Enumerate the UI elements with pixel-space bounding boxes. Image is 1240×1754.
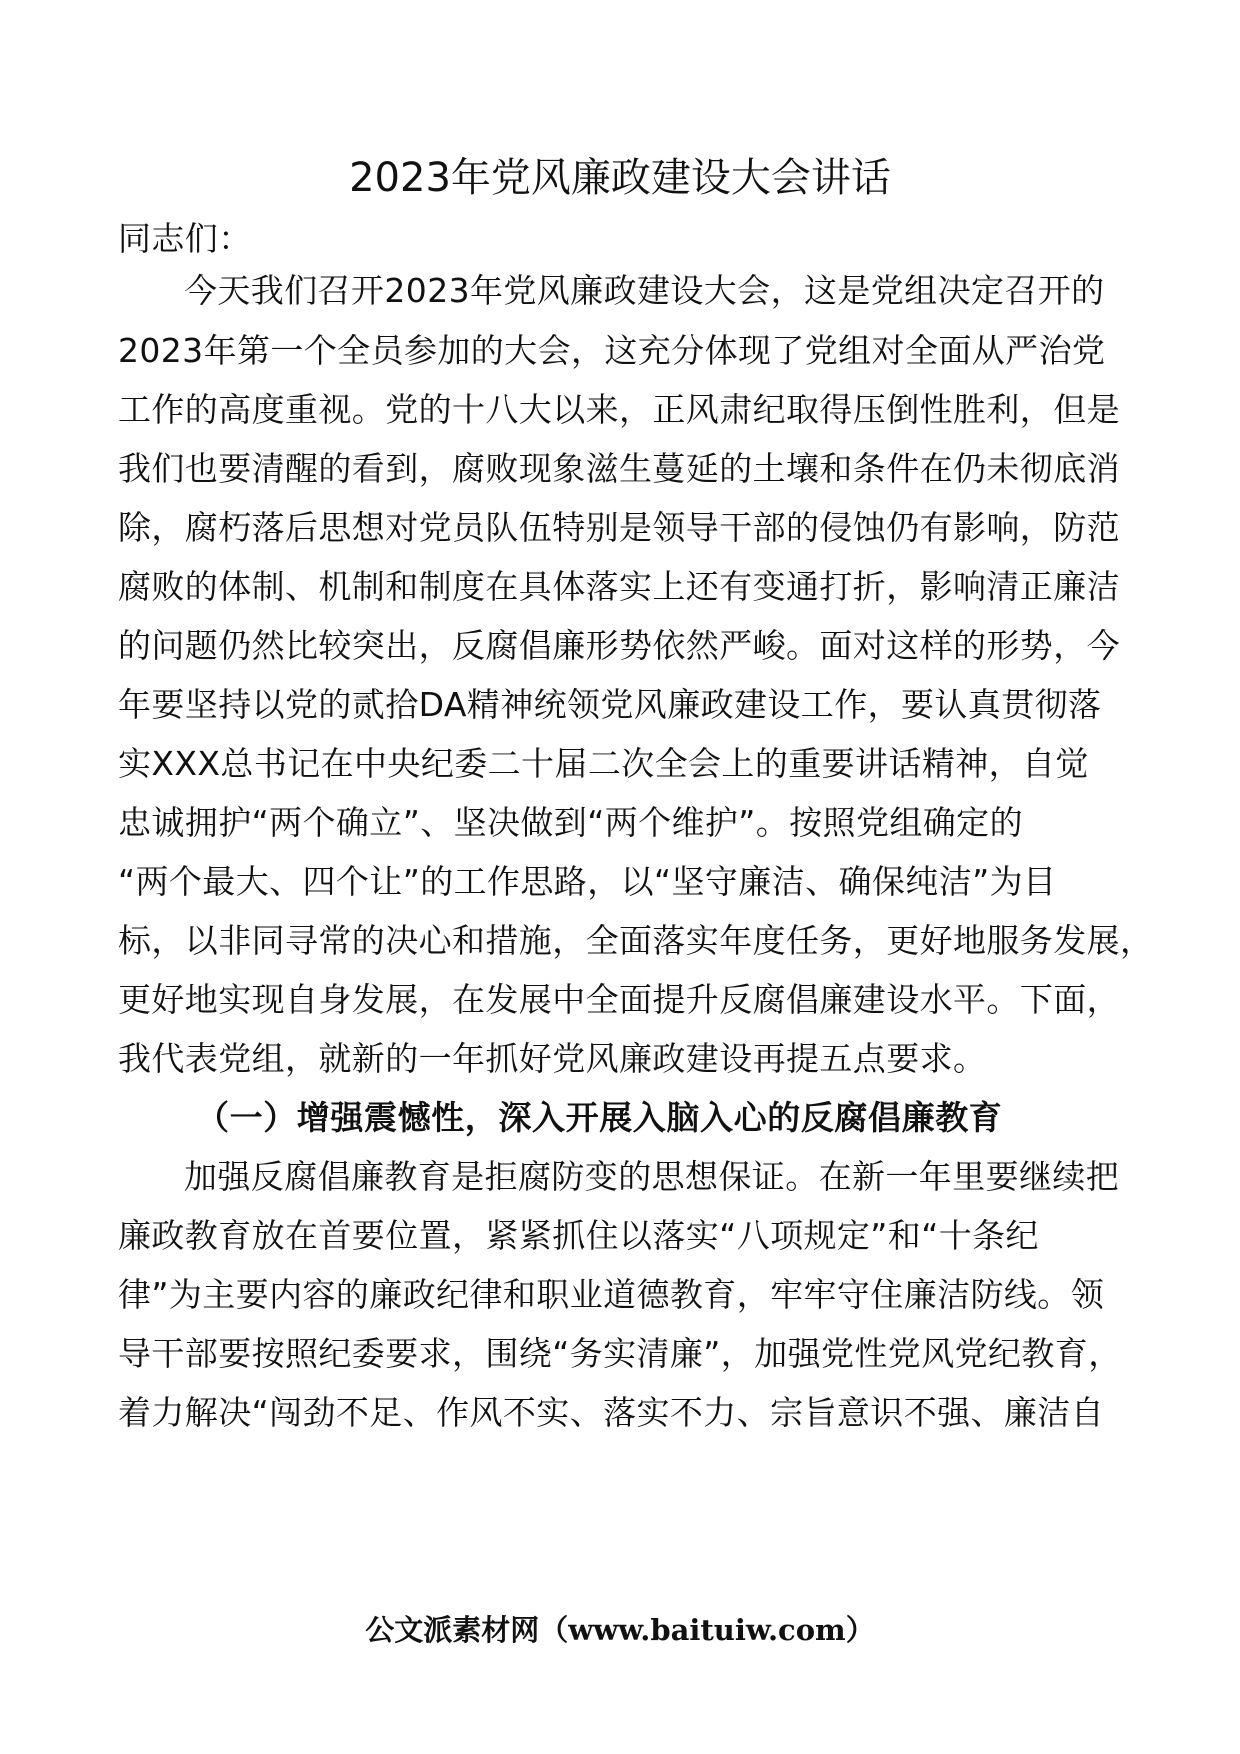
paragraph-line: 2023年第一个全员参加的大会，这充分体现了党组对全面从严治党 bbox=[118, 331, 1106, 370]
paragraph-line: 我们也要清醒的看到，腐败现象滋生蔓延的土壤和条件在仍未彻底消 bbox=[118, 449, 1120, 488]
paragraph-line: 律”为主要内容的廉政纪律和职业道德教育，牢牢守住廉洁防线。领 bbox=[118, 1275, 1105, 1314]
paragraph-line: 的问题仍然比较突出，反腐倡廉形势依然严峻。面对这样的形势，今 bbox=[118, 626, 1120, 665]
paragraph-line: 实XXX总书记在中央纪委二十届二次全会上的重要讲话精神，自觉 bbox=[118, 744, 1089, 783]
paragraph-line: 工作的高度重视。党的十八大以来，正风肃纪取得压倒性胜利，但是 bbox=[118, 390, 1120, 429]
paragraph-line: 加强反腐倡廉教育是拒腐防变的思想保证。在新一年里要继续把 bbox=[184, 1157, 1120, 1196]
paragraph-line: “两个最大、四个让”的工作思路，以“坚守廉洁、确保纯洁”为目 bbox=[118, 862, 1057, 901]
footer-source: 公文派素材网（www.baituiw.com） bbox=[365, 1613, 875, 1647]
paragraph-line: 着力解决“闯劲不足、作风不实、落实不力、宗旨意识不强、廉洁自 bbox=[118, 1393, 1105, 1432]
paragraph-line: 腐败的体制、机制和制度在具体落实上还有变通打折，影响清正廉洁 bbox=[118, 567, 1120, 606]
paragraph-line: 除，腐朽落后思想对党员队伍特别是领导干部的侵蚀仍有影响，防范 bbox=[118, 508, 1120, 547]
section-heading: （一）增强震憾性，深入开展入脑入心的反腐倡廉教育 bbox=[196, 1098, 1003, 1137]
paragraph-line: 我代表党组，就新的一年抓好党风廉政建设再提五点要求。 bbox=[118, 1039, 987, 1078]
document-title: 2023年党风廉政建设大会讲话 bbox=[349, 155, 891, 201]
salutation: 同志们： bbox=[118, 219, 252, 258]
paragraph-line: 更好地实现自身发展，在发展中全面提升反腐倡廉建设水平。下面， bbox=[118, 980, 1120, 1019]
paragraph-line: 标，以非同寻常的决心和措施，全面落实年度任务，更好地服务发展， bbox=[118, 921, 1154, 960]
paragraph-line: 廉政教育放在首要位置，紧紧抓住以落实“八项规定”和“十条纪 bbox=[118, 1216, 1039, 1255]
paragraph-line: 今天我们召开2023年党风廉政建设大会，这是党组决定召开的 bbox=[184, 271, 1105, 310]
paragraph-line: 年要坚持以党的贰拾DA精神统领党风廉政建设工作，要认真贯彻落 bbox=[118, 685, 1102, 724]
paragraph-line: 导干部要按照纪委要求，围绕“务实清廉”，加强党性党风党纪教育， bbox=[118, 1334, 1122, 1373]
paragraph-line: 忠诚拥护“两个确立”、坚决做到“两个维护”。按照党组确定的 bbox=[118, 803, 1023, 842]
